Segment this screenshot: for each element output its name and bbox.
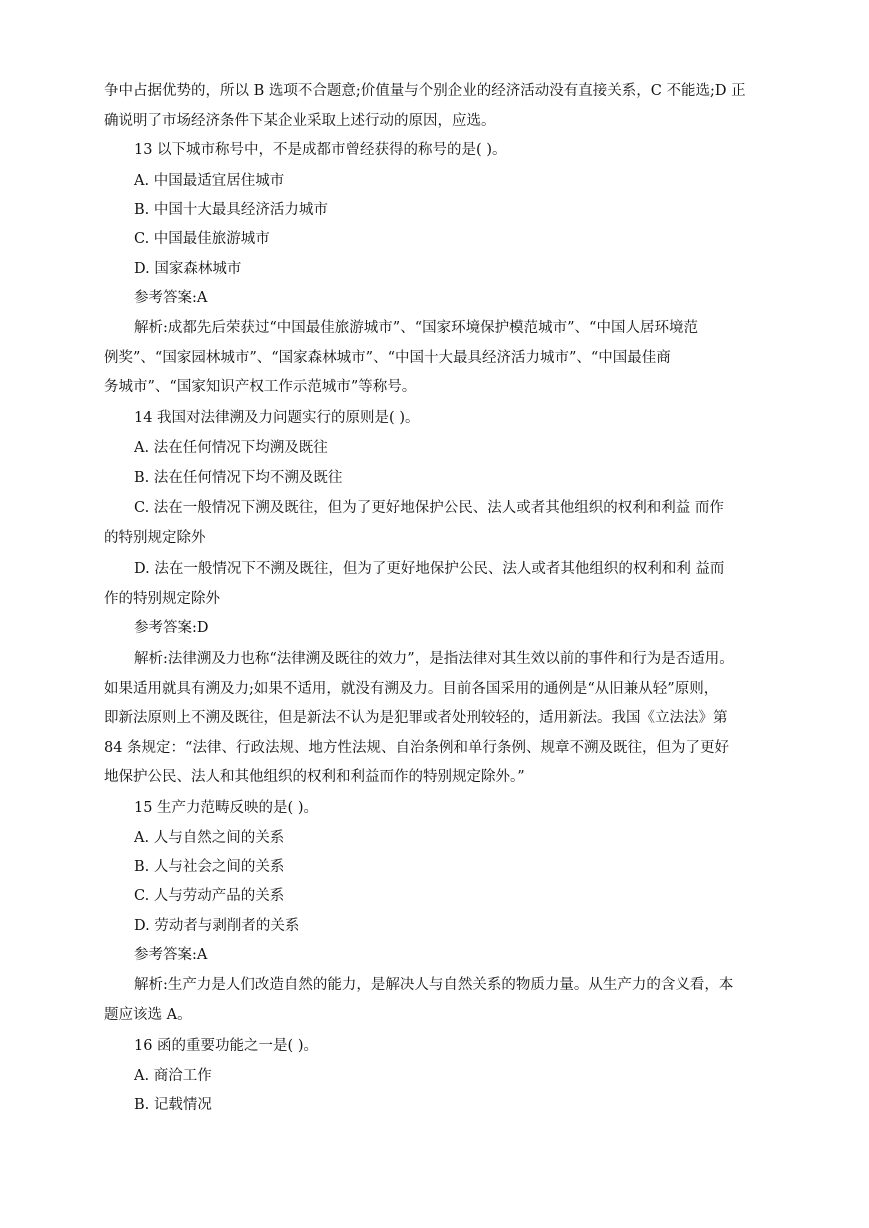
q15-option-b: B. 人与社会之间的关系 bbox=[134, 859, 285, 875]
q16-option-a: A. 商洽工作 bbox=[134, 1068, 212, 1084]
analysis-line: 解析:成都先后荣获过“中国最佳旅游城市”、“国家环境保护模范城市”、“中国人居环境范 bbox=[134, 320, 698, 336]
q13-option-c: C. 中国最佳旅游城市 bbox=[134, 231, 270, 247]
q16-option-b: B. 记载情况 bbox=[134, 1097, 212, 1113]
q14-option-a: A. 法在任何情况下均溯及既往 bbox=[134, 440, 328, 456]
q14-option-d bbox=[104, 555, 774, 614]
question-15: 15 生产力范畴反映的是( )。 bbox=[134, 800, 318, 816]
q14-analysis bbox=[104, 645, 774, 793]
analysis-line: 例奖”、“国家园林城市”、“国家森林城市”、“中国十大最具经济活力城市”、“中国最佳商 bbox=[104, 349, 671, 366]
intro-paragraph bbox=[104, 77, 774, 136]
option-line: D. 法在一般情况下不溯及既往，但为了更好地保护公民、法人或者其他组织的权利和利 益而 bbox=[134, 561, 725, 577]
q15-option-d: D. 劳动者与剥削者的关系 bbox=[134, 918, 300, 934]
q15-analysis bbox=[104, 971, 774, 1030]
analysis-line: 84 条规定：“法律、行政法规、地方性法规、自治条例和单行条例、规章不溯及既往，但为了更好 bbox=[104, 739, 729, 756]
question-14: 14 我国对法律溯及力问题实行的原则是( )。 bbox=[134, 410, 420, 426]
q14-answer: 参考答案:D bbox=[134, 620, 209, 636]
question-13: 13 以下城市称号中，不是成都市曾经获得的称号的是( )。 bbox=[134, 142, 507, 158]
analysis-line: 即新法原则上不溯及既往，但是新法不认为是犯罪或者处刑较轻的，适用新法。我国《立法法》第 bbox=[104, 710, 728, 727]
q13-analysis bbox=[104, 314, 774, 403]
question-16: 16 函的重要功能之一是( )。 bbox=[134, 1038, 318, 1054]
intro-line: 确说明了市场经济条件下某企业采取上述行动的原因，应选。 bbox=[104, 112, 496, 129]
option-line: 作的特别规定除外 bbox=[104, 590, 220, 607]
analysis-line: 务城市”、“国家知识产权工作示范城市”等称号。 bbox=[104, 379, 417, 396]
q13-answer: 参考答案:A bbox=[134, 290, 208, 306]
option-line: C. 法在一般情况下溯及既往，但为了更好地保护公民、法人或者其他组织的权利和利益 而作 bbox=[134, 500, 724, 516]
option-line: 的特别规定除外 bbox=[104, 529, 206, 546]
q15-option-a: A. 人与自然之间的关系 bbox=[134, 830, 285, 846]
q13-option-d: D. 国家森林城市 bbox=[134, 261, 242, 277]
q14-option-c bbox=[104, 494, 774, 553]
q15-answer: 参考答案:A bbox=[134, 947, 208, 963]
intro-line: 争中占据优势的，所以 B 选项不合题意;价值量与个别企业的经济活动没有直接关系，C 不能选;D 正 bbox=[104, 83, 746, 99]
analysis-line: 如果适用就具有溯及力;如果不适用，就没有溯及力。目前各国采用的通例是“从旧兼从轻”原则， bbox=[104, 680, 719, 697]
q15-option-c: C. 人与劳动产品的关系 bbox=[134, 888, 285, 904]
q13-option-b: B. 中国十大最具经济活力城市 bbox=[134, 202, 328, 218]
analysis-line: 题应该选 A。 bbox=[104, 1006, 192, 1023]
analysis-line: 解析:生产力是人们改造自然的能力，是解决人与自然关系的物质力量。从生产力的含义看，本 bbox=[134, 977, 734, 993]
analysis-line: 地保护公民、法人和其他组织的权利和利益而作的特别规定除外。” bbox=[104, 769, 525, 786]
analysis-line: 解析:法律溯及力也称“法律溯及既往的效力”，是指法律对其生效以前的事件和行为是否适用。 bbox=[134, 651, 734, 667]
q13-option-a: A. 中国最适宜居住城市 bbox=[134, 173, 285, 189]
q14-option-b: B. 法在任何情况下均不溯及既往 bbox=[134, 470, 343, 486]
